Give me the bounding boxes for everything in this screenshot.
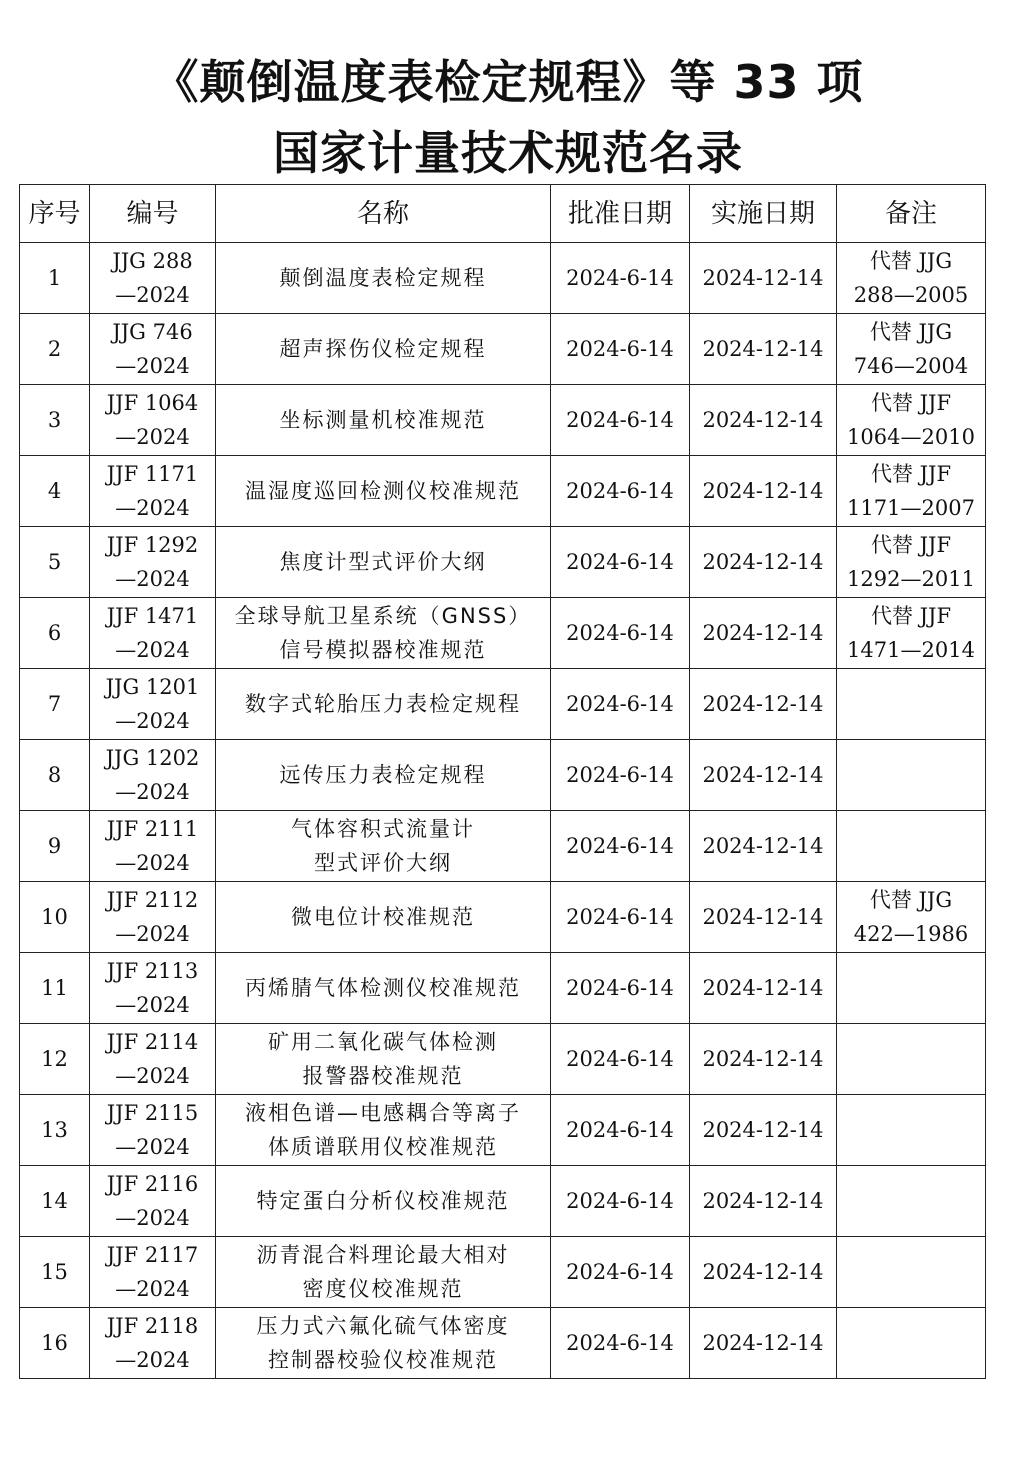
- table-row: [20, 456, 986, 527]
- row-name: [216, 243, 551, 314]
- row-code: [90, 385, 216, 456]
- row-approved-date: 2024-6-14: [551, 243, 690, 314]
- row-code-line: JJF 2118: [106, 1314, 199, 1338]
- row-code-line: —2024: [115, 496, 190, 520]
- row-code-line: —2024: [115, 780, 190, 804]
- row-name-line: 报警器校准规范: [302, 1064, 464, 1088]
- row-name: [216, 669, 551, 740]
- row-name-line: 密度仪校准规范: [302, 1277, 464, 1301]
- row-code-line: —2024: [115, 1206, 190, 1230]
- row-number: 11: [20, 953, 90, 1024]
- row-note: [837, 811, 986, 882]
- row-note: [837, 882, 986, 953]
- row-name-line: 沥青混合料理论最大相对: [256, 1243, 510, 1267]
- page-subtitle: 国家计量技术规范名录: [273, 126, 743, 180]
- table-row: [20, 243, 986, 314]
- row-name-line: 特定蛋白分析仪校准规范: [256, 1189, 510, 1213]
- row-note: [837, 953, 986, 1024]
- table-row: [20, 314, 986, 385]
- row-code-line: JJF 2117: [106, 1243, 199, 1267]
- row-number: 13: [20, 1095, 90, 1166]
- table-row: [20, 669, 986, 740]
- row-note-line: 代替 JJG: [869, 888, 953, 912]
- row-note-line: 代替 JJG: [869, 249, 953, 273]
- row-code-line: —2024: [115, 851, 190, 875]
- table-row: [20, 1166, 986, 1237]
- row-code: [90, 598, 216, 669]
- row-number: 10: [20, 882, 90, 953]
- row-name: [216, 385, 551, 456]
- row-note-line: 代替 JJG: [869, 320, 953, 344]
- row-effective-date: 2024-12-14: [690, 1237, 837, 1308]
- row-note: [837, 456, 986, 527]
- row-code-line: —2024: [115, 567, 190, 591]
- row-note: [837, 1308, 986, 1379]
- row-approved-date: 2024-6-14: [551, 1166, 690, 1237]
- row-name-line: 远传压力表检定规程: [279, 763, 487, 787]
- row-note: [837, 314, 986, 385]
- row-name-line: 数字式轮胎压力表检定规程: [245, 692, 521, 716]
- header-name: 名称: [216, 185, 551, 243]
- row-code: [90, 1308, 216, 1379]
- table-row: [20, 811, 986, 882]
- row-code-line: JJF 1064: [106, 391, 199, 415]
- row-name: [216, 1166, 551, 1237]
- row-name-line: 矿用二氧化碳气体检测: [268, 1030, 498, 1054]
- table-row: [20, 1237, 986, 1308]
- row-approved-date: 2024-6-14: [551, 953, 690, 1024]
- row-effective-date: 2024-12-14: [690, 314, 837, 385]
- header-approved-date: 批准日期: [551, 185, 690, 243]
- row-effective-date: 2024-12-14: [690, 811, 837, 882]
- table-row: [20, 1308, 986, 1379]
- row-name-line: 焦度计型式评价大纲: [279, 550, 487, 574]
- row-effective-date: 2024-12-14: [690, 385, 837, 456]
- row-approved-date: 2024-6-14: [551, 1237, 690, 1308]
- row-code-line: —2024: [115, 283, 190, 307]
- row-code: [90, 1024, 216, 1095]
- row-effective-date: 2024-12-14: [690, 1308, 837, 1379]
- row-name-line: 气体容积式流量计: [291, 817, 475, 841]
- row-number: 2: [20, 314, 90, 385]
- row-effective-date: 2024-12-14: [690, 527, 837, 598]
- row-note-line: 1171—2007: [847, 496, 975, 520]
- row-note-line: 代替 JJF: [870, 462, 952, 486]
- row-code-line: —2024: [115, 1064, 190, 1088]
- row-approved-date: 2024-6-14: [551, 740, 690, 811]
- row-name-line: 压力式六氟化硫气体密度: [256, 1314, 510, 1338]
- row-note: [837, 669, 986, 740]
- row-code: [90, 882, 216, 953]
- row-code-line: JJF 1471: [106, 604, 199, 628]
- row-code-line: —2024: [115, 922, 190, 946]
- row-code: [90, 1237, 216, 1308]
- row-note-line: 代替 JJF: [870, 391, 952, 415]
- row-effective-date: 2024-12-14: [690, 740, 837, 811]
- row-name-line: 坐标测量机校准规范: [279, 408, 487, 432]
- row-name-line: 超声探伤仪检定规程: [279, 337, 487, 361]
- row-number: 9: [20, 811, 90, 882]
- row-code-line: JJF 2114: [106, 1030, 199, 1054]
- row-name-line: 微电位计校准规范: [291, 905, 475, 929]
- row-number: 15: [20, 1237, 90, 1308]
- row-code: [90, 740, 216, 811]
- row-name-line: 液相色谱—电感耦合等离子: [245, 1101, 521, 1125]
- row-note: [837, 1237, 986, 1308]
- row-approved-date: 2024-6-14: [551, 456, 690, 527]
- row-code: [90, 669, 216, 740]
- row-code-line: —2024: [115, 1277, 190, 1301]
- row-number: 1: [20, 243, 90, 314]
- row-note-line: 代替 JJF: [870, 604, 952, 628]
- table-row: [20, 740, 986, 811]
- row-code-line: JJF 2111: [106, 817, 199, 841]
- row-approved-date: 2024-6-14: [551, 314, 690, 385]
- row-code: [90, 953, 216, 1024]
- row-number: 5: [20, 527, 90, 598]
- header-note: 备注: [837, 185, 986, 243]
- row-note: [837, 527, 986, 598]
- row-note: [837, 1166, 986, 1237]
- row-approved-date: 2024-6-14: [551, 1024, 690, 1095]
- row-code-line: —2024: [115, 993, 190, 1017]
- row-code: [90, 243, 216, 314]
- row-name: [216, 1237, 551, 1308]
- row-note: [837, 598, 986, 669]
- row-name-line: 全球导航卫星系统（GNSS）: [234, 604, 532, 628]
- row-name-line: 丙烯腈气体检测仪校准规范: [245, 976, 521, 1000]
- table-row: [20, 953, 986, 1024]
- row-code-line: —2024: [115, 709, 190, 733]
- table-row: [20, 1095, 986, 1166]
- row-note: [837, 385, 986, 456]
- header-no: 序号: [20, 185, 90, 243]
- row-name-line: 控制器校验仪校准规范: [268, 1348, 498, 1372]
- row-note-line: 288—2005: [853, 283, 969, 307]
- row-number: 3: [20, 385, 90, 456]
- table-row: [20, 882, 986, 953]
- row-name: [216, 527, 551, 598]
- row-code-line: JJF 2112: [106, 888, 199, 912]
- row-approved-date: 2024-6-14: [551, 1095, 690, 1166]
- row-name-line: 温湿度巡回检测仪校准规范: [245, 479, 521, 503]
- row-note: [837, 243, 986, 314]
- row-code: [90, 456, 216, 527]
- row-approved-date: 2024-6-14: [551, 669, 690, 740]
- row-effective-date: 2024-12-14: [690, 669, 837, 740]
- row-code-line: JJG 746: [112, 320, 193, 344]
- row-code-line: —2024: [115, 425, 190, 449]
- table-row: [20, 598, 986, 669]
- row-code-line: —2024: [115, 638, 190, 662]
- row-note-line: 1064—2010: [847, 425, 975, 449]
- page-title: 《颠倒温度表检定规程》等 33 项: [152, 55, 864, 109]
- row-effective-date: 2024-12-14: [690, 882, 837, 953]
- row-number: 4: [20, 456, 90, 527]
- row-name: [216, 314, 551, 385]
- row-number: 12: [20, 1024, 90, 1095]
- row-effective-date: 2024-12-14: [690, 953, 837, 1024]
- row-name: [216, 456, 551, 527]
- row-code-line: —2024: [115, 354, 190, 378]
- row-note: [837, 1024, 986, 1095]
- row-code-line: JJF 1292: [106, 533, 199, 557]
- row-name-line: 信号模拟器校准规范: [279, 638, 487, 662]
- row-effective-date: 2024-12-14: [690, 243, 837, 314]
- row-name: [216, 1308, 551, 1379]
- row-code-line: JJF 2116: [106, 1172, 199, 1196]
- row-code: [90, 1166, 216, 1237]
- row-code-line: —2024: [115, 1135, 190, 1159]
- row-code: [90, 527, 216, 598]
- row-name: [216, 882, 551, 953]
- row-note: [837, 1095, 986, 1166]
- row-name: [216, 1095, 551, 1166]
- row-effective-date: 2024-12-14: [690, 1024, 837, 1095]
- row-number: 16: [20, 1308, 90, 1379]
- row-name: [216, 811, 551, 882]
- table-row: [20, 1024, 986, 1095]
- row-name: [216, 740, 551, 811]
- row-effective-date: 2024-12-14: [690, 1166, 837, 1237]
- row-code-line: JJF 2113: [106, 959, 199, 983]
- row-approved-date: 2024-6-14: [551, 527, 690, 598]
- row-approved-date: 2024-6-14: [551, 1308, 690, 1379]
- row-effective-date: 2024-12-14: [690, 1095, 837, 1166]
- row-approved-date: 2024-6-14: [551, 811, 690, 882]
- row-name-line: 体质谱联用仪校准规范: [268, 1135, 498, 1159]
- row-number: 7: [20, 669, 90, 740]
- row-number: 14: [20, 1166, 90, 1237]
- row-note-line: 代替 JJF: [870, 533, 952, 557]
- header-effective-date: 实施日期: [690, 185, 837, 243]
- row-note: [837, 740, 986, 811]
- row-code-line: JJG 288: [112, 249, 193, 273]
- row-code: [90, 1095, 216, 1166]
- row-effective-date: 2024-12-14: [690, 598, 837, 669]
- row-code-line: JJG 1202: [105, 746, 200, 770]
- row-code-line: —2024: [115, 1348, 190, 1372]
- row-code-line: JJF 2115: [106, 1101, 199, 1125]
- row-note-line: 746—2004: [853, 354, 969, 378]
- row-name: [216, 598, 551, 669]
- row-name-line: 型式评价大纲: [314, 851, 452, 875]
- row-code-line: JJG 1201: [105, 675, 200, 699]
- row-name: [216, 1024, 551, 1095]
- row-name: [216, 953, 551, 1024]
- row-approved-date: 2024-6-14: [551, 385, 690, 456]
- table-row: [20, 385, 986, 456]
- table-header-row: [20, 185, 986, 243]
- table-row: [20, 527, 986, 598]
- catalog-table: [19, 184, 986, 1379]
- row-number: 8: [20, 740, 90, 811]
- row-note-line: 1292—2011: [847, 567, 975, 591]
- row-code: [90, 314, 216, 385]
- header-code: 编号: [90, 185, 216, 243]
- row-name-line: 颠倒温度表检定规程: [279, 266, 487, 290]
- row-code: [90, 811, 216, 882]
- row-approved-date: 2024-6-14: [551, 882, 690, 953]
- row-code-line: JJF 1171: [106, 462, 199, 486]
- row-effective-date: 2024-12-14: [690, 456, 837, 527]
- row-approved-date: 2024-6-14: [551, 598, 690, 669]
- row-note-line: 1471—2014: [847, 638, 975, 662]
- row-number: 6: [20, 598, 90, 669]
- row-note-line: 422—1986: [853, 922, 969, 946]
